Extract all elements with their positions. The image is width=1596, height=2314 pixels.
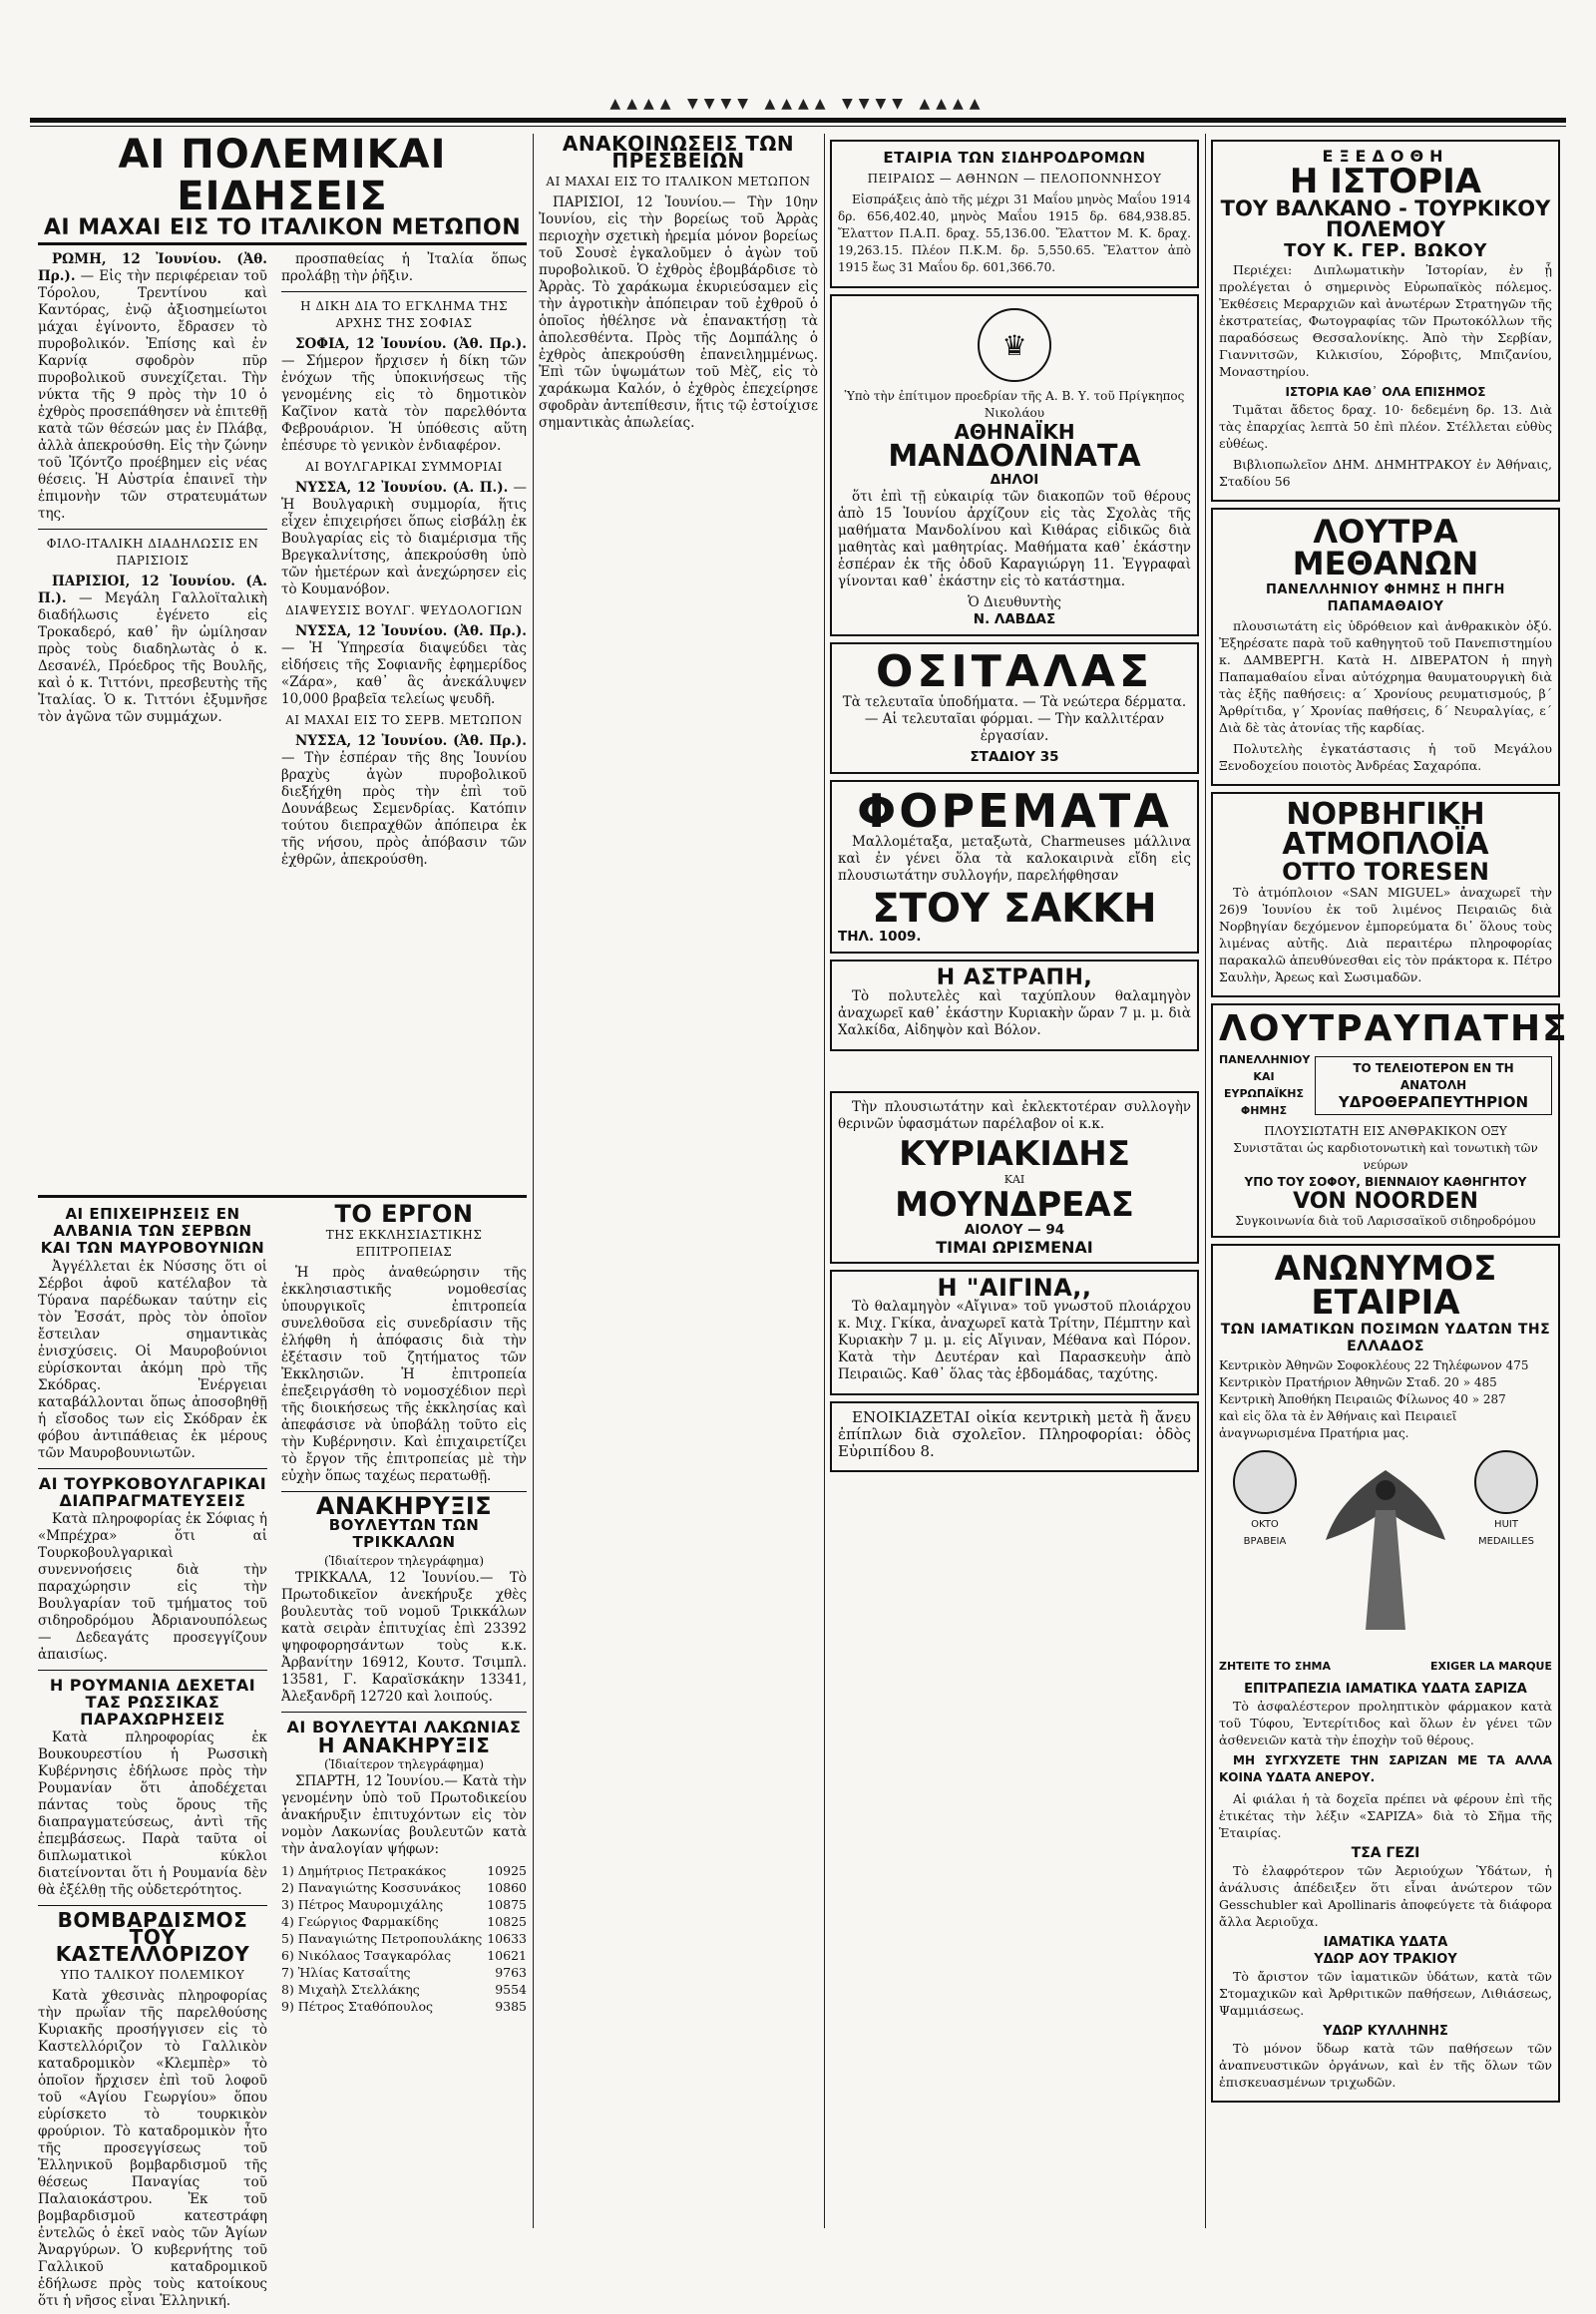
trademark-left: ΖΗΤΕΙΤΕ ΤΟ ΣΗΜΑ [1219, 1660, 1332, 1673]
book-price-heading: ΙΣΤΟΡΙΑ ΚΑΘ᾽ ΟΛΑ ΕΠΙΣΗΜΟΣ [1285, 385, 1486, 399]
ad-dresses [830, 780, 1199, 954]
note-sparta: (Ἰδιαίτερον τηλεγράφημα) [323, 1757, 485, 1771]
result-candidate: 2) Παναγιώτης Κοσσυνάκος [281, 1880, 462, 1895]
mandolin-note: Ὑπὸ τὴν ἐπίτιμον προεδρίαν τῆς Α. Β. Υ. τοῦ Πρίγκηπος Νικολάου [844, 389, 1185, 420]
dresses-title: ΦΟΡΕΜΑΤΑ [857, 784, 1172, 838]
divider [38, 242, 527, 245]
company-addresses [1219, 1357, 1552, 1442]
dateline-paris: ΠΑΡΙΣΙΟΙ, 12 Ἰουνίου. (Α. Π.). [38, 574, 267, 606]
company-address-line: Κεντρικὴ Ἀποθήκη Πειραιῶς Φίλωνος 40 » 287 [1219, 1392, 1506, 1406]
ositaglas-text: Τὰ τελευταῖα ὑποδήματα. — Τὰ νεώτερα δέρματα. — Αἱ τελευταῖαι φόρμαι. — Τὴν καλλιτέραν ἐργασίαν. [842, 694, 1187, 744]
result-row [281, 1981, 527, 1998]
article-paris: — Μεγάλη Γαλλοϊταλικὴ διαδήλωσις ἐγένετο εἰς Τροκαδερό, καθ᾽ ἣν ὡμίλησαν πρὸς τοὺς διαδηλωτὰς ὁ κ. Δεσανέλ, Πρόεδρος τῆς Βουλῆς, καὶ ὁ κ. Τιττόνι, πρεσβευτὴς τῆς Ἰταλίας. Ὁ κ. Τιττόνι ἐξυμνῆσε τὸν ἀγῶνα τῶν συμμάχων. [38, 590, 267, 725]
column-embassies [539, 134, 818, 2238]
result-row [281, 1947, 527, 1964]
kyriakidis-note: Τὴν πλουσιωτάτην καὶ ἐκλεκτοτέραν συλλογὴν θερινῶν ὑφασμάτων παρέλαβον οἱ κ.κ. [838, 1099, 1191, 1132]
result-votes: 9763 [495, 1965, 527, 1980]
result-candidate: 6) Νικόλαος Τσαγκαρόλας [281, 1948, 452, 1963]
column-war-news [38, 132, 527, 2309]
heading-trikala: ΑΝΑΚΗΡΥΞΙΣ [315, 1492, 493, 1520]
divider [38, 1670, 267, 1671]
astrapi-title: Η ΑΣΤΡΑΠΗ, [936, 965, 1093, 990]
article-rome-cont: προσπαθείας ἡ Ἰταλία ὅπως προλάβῃ τὴν ῥῆξιν. [281, 251, 527, 284]
masthead-rule-thin [30, 126, 1566, 127]
divider [38, 1905, 267, 1906]
result-row [281, 1964, 527, 1981]
article-trikala: ΤΡΙΚΚΑΛΑ, 12 Ἰουνίου.— Τὸ Πρωτοδικεῖον ἀνεκήρυξε χθὲς βουλευτὰς τοῦ νομοῦ Τρικκάλων κατὰ σειρὰν ἐπιτυχίας ἐπὶ 23392 ψηφοφορησάντων τοὺς κ.κ. Ἀρβανίτην 16912, Κουτσ. Τσιμπλ. 13581, Γ. Καραϊσκάκην 13341, Ἀλεξανδρῆ 12720 καὶ λοιπούς. [281, 1570, 527, 1705]
subheading-trikala: ΒΟΥΛΕΥΤΩΝ ΤΩΝ ΤΡΙΚΚΑΛΩΝ [328, 1516, 480, 1551]
result-votes: 10633 [487, 1931, 527, 1946]
ad-astrapi [830, 960, 1199, 1051]
article-sofia: — Σήμερον ἤρχισεν ἡ δίκη τῶν ἐνόχων τῆς ὑποκινήσεως τῆς γενομένης εἰς τὸ δημοτικὸν Καζῖνον κατὰ τὸν παρελθόντα Φεβρουάριον. Ἡ ὑπόθεσις αὕτη ἐπέσυρε τὸ γενικὸν ἐνδιαφέρον. [281, 353, 527, 454]
loutraki-text-3: ΥΠΟ ΤΟΥ ΣΟΦΟΥ, ΒΙΕΝΝΑΙΟΥ ΚΑΘΗΓΗΤΟΥ [1244, 1175, 1527, 1189]
ad-mineral-waters [1211, 1244, 1560, 2103]
column-divider [1205, 134, 1206, 2228]
aigina-title: Η "ΑΙΓΙΝΑ,, [937, 1274, 1092, 1302]
medal-icon [1233, 1450, 1297, 1514]
column-ads-middle [830, 134, 1199, 2238]
medal-right [1470, 1450, 1542, 1550]
medal-icon [1474, 1450, 1538, 1514]
subhead-italian-front: ΑΙ ΜΑΧΑΙ ΕΙΣ ΤΟ ΙΤΑΛΙΚΟΝ ΜΕΤΩΠΟΝ [43, 215, 522, 240]
result-votes: 10875 [487, 1897, 527, 1912]
heading-ergon: ΤΟ ΕΡΓΟΝ [334, 1200, 474, 1228]
article-embassies: ΠΑΡΙΣΙΟΙ, 12 Ἰουνίου.— Τὴν 10ην Ἰουνίου, εἰς τὴν βορείως τοῦ Ἀρρὰς περιοχὴν σχετικὴ ἠρεμία μόνον βορείως τοῦ Σουσὲ ἐγκαλοῦμεν ὁ ἀγὼν τοῦ πυροβολικοῦ. Ὁ ἐχθρὸς ἐβομβάρδισε τὸ Ἀρρὰς. Τὸ χαράκωμα ἐκυριεύσαμεν εἰς τὴν ἀγροτικὴν ἀπόπειραν τοῦ ἐχθροῦ ὁ ὁποῖος ἠθέλησε νὰ ἐπανακτήσῃ τὰ ἀπολεσθέντα. Πρὸς τῆς Δομπάλης ὁ ἐχθρὸς ἀπεκρούσθη ἐπανειλημμένως. Ἐπὶ τῶν ὑψωμάτων τοῦ Μὲζ, εἰς τὸ χαράκωμα Καλόν, ὁ ἐχθρὸς ἐπεχείρησε σφοδρὰν ἀντεπίθεσιν, ἥτις τῷ ἐστοίχισε σημαντικὰς ἀπωλείας. [539, 194, 818, 431]
heading-romania: Η ΡΟΥΜΑΝΙΑ ΔΕΧΕΤΑΙ ΤΑΣ ΡΩΣΣΙΚΑΣ ΠΑΡΑΧΩΡΗΣΕΙΣ [49, 1676, 256, 1729]
book-price: Τιμᾶται ἄδετος δραχ. 10· δεδεμένη δρ. 13. Διὰ τὰς ἐπαρχίας λεπτὰ 50 ἐπὶ πλέον. Στέλλεται εὐθὺς εὐθέως. [1219, 402, 1552, 451]
loutraki-right-1: ΤΟ ΤΕΛΕΙΟΤΕΡΟΝ ΕΝ ΤΗ ΑΝΑΤΟΛΗ [1353, 1060, 1514, 1092]
ad-methana-baths [1211, 508, 1560, 786]
result-votes: 10825 [487, 1914, 527, 1929]
medals-row [1229, 1450, 1542, 1650]
heading-albania: ΑΙ ΕΠΙΧΕΙΡΗΣΕΙΣ ΕΝ ΑΛΒΑΝΙΑ ΤΩΝ ΣΕΡΒΩΝ ΚΑΙ ΤΩΝ ΜΑΥΡΟΒΟΥΝΙΩΝ [40, 1205, 265, 1257]
kyriakidis-name-2: ΜΟΥΝΔΡΕΑΣ [895, 1185, 1134, 1225]
ositaglas-title: ΟΣΙΤΑΛΑΣ [875, 646, 1154, 697]
railway-text: Εἰσπράξεις ἀπὸ τῆς μέχρι 31 Μαΐου μηνὸς Μαΐου 1914 δρ. 656,402.40, μηνὸς Μαΐου 1915 δρ. 684,938.85. Ἔλαττον Π.Α.Π. δραχ. 55,136.00. Ἔλαττον Μ. Κ. δραχ. 19,263.15. Πλέον Π.Κ.Μ. δρ. 5,550.65. Ἔλαττον ἀπὸ 1915 ἔως 31 Μαΐου δρ. 601,366.70. [838, 193, 1191, 274]
mandolin-kicker: ΔΗΛΟΙ [990, 472, 1039, 488]
loutraki-title: ΛΟΥΤΡΑΥΠΑΤΗΣ [1219, 1008, 1569, 1049]
thraki-subtitle: ΥΔΩΡ ΑΟΥ ΤΡΑΚΙΟΥ [1314, 1952, 1457, 1967]
book-author: ΤΟΥ Κ. ΓΕΡ. ΒΩΚΟΥ [1284, 240, 1487, 261]
result-candidate: 1) Δημήτριος Πετρακάκος [281, 1863, 447, 1878]
methana-note: Πολυτελὴς ἐγκατάστασις ἡ τοῦ Μεγάλου Ξενοδοχείου ποιοτὸς Ἀνδρέας Σαχαρόπα. [1219, 741, 1552, 773]
mandolin-title-2: ΜΑΝΔΟΛΙΝΑΤΑ [888, 439, 1141, 474]
dresses-shop: ΣΤΟΥ ΣΑΚΚΗ [872, 886, 1157, 932]
company-address-line: Κεντρικὸν Πρατήριον Ἀθηνῶν Σταδ. 20 » 485 [1219, 1375, 1497, 1389]
result-votes: 9385 [495, 1999, 527, 2014]
heading-sparta: ΑΙ ΒΟΥΛΕΥΤΑΙ ΛΑΚΩΝΙΑΣ [286, 1718, 522, 1736]
methana-title: ΛΟΥΤΡΑ ΜΕΘΑΝΩΝ [1292, 513, 1479, 582]
result-candidate: 7) Ἠλίας Κατσαΐτης [281, 1965, 411, 1980]
norway-title: ΝΟΡΒΗΓΙΚΗ ΑΤΜΟΠΛΟΪΑ [1282, 797, 1489, 862]
loutraki-header-row [1219, 1051, 1552, 1119]
result-row [281, 1930, 527, 1947]
dateline-sofia: ΣΟΦΙΑ, 12 Ἰουνίου. (Ἀθ. Πρ.). [295, 336, 527, 352]
mandolin-signature-name: Ν. ΛΑΒΔΑΣ [973, 611, 1056, 627]
heading-paris-demo: ΦΙΛΟ-ΙΤΑΛΙΚΗ ΔΙΑΔΗΛΩΣΙΣ ΕΝ ΠΑΡΙΣΙΟΙΣ [46, 537, 259, 568]
trademark-right: EXIGER LA MARQUE [1429, 1660, 1552, 1673]
heading-embassies: ΑΝΑΚΟΙΝΩΣΕΙΣ ΤΩΝ ΠΡΕΣΒΕΙΩΝ [562, 132, 795, 173]
kyriakidis-prices: ΤΙΜΑΙ ΩΡΙΣΜΕΝΑΙ [936, 1238, 1093, 1257]
dateline-rome: ΡΩΜΗ, 12 Ἰουνίου. (Ἀθ. Πρ.). [38, 251, 267, 284]
kyllini-title: ΥΔΩΡ ΚΥΛΛΗΝΗΣ [1323, 2024, 1448, 2039]
book-text: Περιέχει: Διπλωματικὴν Ἱστορίαν, ἐν ᾗ προλέγεται ὁ σημερινὸς Εὐρωπαϊκὸς πόλεμος. Ἐκθέσεις Μεραρχιῶν καὶ ἀνωτέρων Στρατηγῶν τῆς ἐκστρατείας, Φωτογραφίας τῶν Πρωτοκόλλων τῆς παραδόσεως Θεσσαλονίκης. Ἀπὸ τὴν Σερβίαν, Γιαννιτσῶν, Κιλκισίου, Σόροβιτς, Μπιζανίου, Μοναστηρίου. [1219, 262, 1552, 379]
subheading-bombardment: ΥΠΟ ΤΑΛΙΚΟΥ ΠΟΛΕΜΙΚΟΥ [60, 1968, 245, 1982]
astrapi-text: Τὸ πολυτελὲς καὶ ταχύπλουν θαλαμηγὸν ἀναχωρεῖ καθ᾽ ἑκάστην Κυριακὴν ὥραν 7 μ. μ. διὰ Χαλκίδα, Αἰδηψὸν καὶ Βόλον. [838, 988, 1191, 1038]
ad-aigina [830, 1270, 1199, 1395]
railway-heading: ΕΤΑΙΡΙΑ ΤΩΝ ΣΙΔΗΡΟΔΡΟΜΩΝ [883, 149, 1146, 167]
heading-serbian-front: ΑΙ ΜΑΧΑΙ ΕΙΣ ΤΟ ΣΕΡΒ. ΜΕΤΩΠΟΝ [285, 713, 523, 727]
sariza-title: ΕΠΙΤΡΑΠΕΖΙΑ ΙΑΜΑΤΙΚΑ ΥΔΑΤΑ ΣΑΡΙΖΑ [1244, 1682, 1527, 1697]
kyriakidis-address: ΑΙΟΛΟΥ — 94 [964, 1222, 1065, 1238]
company-title: ΑΝΩΝΥΜΟΣ ΕΤΑΙΡΙΑ [1274, 1249, 1497, 1323]
sariza-text: Τὸ ἀσφαλέστερον προληπτικὸν φάρμακον κατὰ τοῦ Τύφου, Ἐντερίτιδος καὶ ὅλων ἐν γένει τῶν ἀσθενειῶν κατὰ τὴν ἐποχὴν τοῦ θέρους. [1219, 1699, 1552, 1747]
war-news-subcolumns [38, 251, 527, 1189]
lower-subcolumns [38, 1200, 527, 2309]
divider [38, 1195, 527, 1198]
divider [281, 1712, 527, 1713]
column-divider [824, 134, 825, 2228]
heading-sofia-trial: Η ΔΙΚΗ ΔΙΑ ΤΟ ΕΓΚΛΗΜΑ ΤΗΣ ΑΡΧΗΣ ΤΗΣ ΣΟΦΙΑΣ [300, 299, 508, 330]
subheading-sparta: Η ΑΝΑΚΗΡΥΞΙΣ [317, 1734, 491, 1757]
ositaglas-address: ΣΤΑΔΙΟΥ 35 [970, 749, 1059, 765]
norway-subtitle: OTTO TORESEN [1282, 858, 1489, 886]
company-address-line: καὶ εἰς ὅλα τὰ ἐν Ἀθήναις καὶ Πειραιεῖ ἀναγνωρισμένα Πρατήρια μας. [1219, 1409, 1457, 1440]
heading-turkbul: ΑΙ ΤΟΥΡΚΟΒΟΥΛΓΑΡΙΚΑΙ ΔΙΑΠΡΑΓΜΑΤΕΥΣΕΙΣ [38, 1474, 267, 1510]
book-seller: Βιβλιοπωλεῖον ΔΗΜ. ΔΗΜΗΤΡΑΚΟΥ ἐν Ἀθήναις, Σταδίου 56 [1219, 457, 1552, 489]
ad-mandolin [830, 294, 1199, 636]
subcolumn-left [38, 251, 267, 730]
ad-railway [830, 140, 1199, 288]
thraki-title: ΙΑΜΑΤΙΚΑ ΥΔΑΤΑ [1323, 1935, 1448, 1950]
result-candidate: 9) Πέτρος Σταθόπουλος [281, 1999, 433, 2014]
kyriakidis-name-1: ΚΥΡΙΑΚΙΔΗΣ [899, 1134, 1130, 1174]
result-candidate: 4) Γεώργιος Φαρμακίδης [281, 1914, 439, 1929]
methana-text: πλουσιωτάτη εἰς ὑδρόθειον καὶ ἀνθρακικὸν ὀξύ. Ἐξηρέσατε παρὰ τοῦ καθηγητοῦ τοῦ Πανεπιστημίου κ. ΔΑΜΒΕΡΓΗ. Κατὰ Η. ΔΙΒΕΡΑΤΟΝ ἡ πηγὴ Παπαμαθαίου εἶναι αὐτόχρημα θαυματουργικὴ διὰ τὰς ἑξῆς παθήσεις: α΄ Χρονίους ρευματισμούς, β΄ Ἀρθρίτιδα, γ΄ Χρονίας παθήσεις, δ΄ Νευραλγίας, ε΄ Διὰ δὲ τὰς ἀτονίας τῆς καρδίας. [1219, 618, 1552, 735]
company-subtitle: ΤΩΝ ΙΑΜΑΤΙΚΩΝ ΠΟΣΙΜΩΝ ΥΔΑΤΩΝ ΤΗΣ ΕΛΛΑΔΟΣ [1220, 1322, 1551, 1354]
column-divider [533, 134, 534, 2228]
crown-seal-icon: ♛ [978, 308, 1051, 382]
result-row [281, 1862, 527, 1879]
result-row [281, 1913, 527, 1930]
ad-loutraki [1211, 1003, 1569, 1238]
railway-subheading: ΠΕΙΡΑΙΩΣ — ΑΘΗΝΩΝ — ΠΕΛΟΠΟΝΝΗΣΟΥ [867, 172, 1162, 186]
article-nyssa: — Ἡ Βουλγαρικὴ συμμορία, ἥτις εἶχεν ἐπιχειρήσει ὅπως εἰσβάλῃ ἐκ Βουλγαρίας εἰς τὸ διαμέρισμα τῆς Βρεγκαλνίτσης, ἀπεκρούσθη ὑπὸ τῶν ἡμετέρων καὶ ἀνεχώρησεν εἰς τὸ Κουμανόβον. [281, 480, 527, 597]
result-votes: 10925 [487, 1863, 527, 1878]
loutraki-text-4: Συγκοινωνία διὰ τοῦ Λαρισσαϊκοῦ σιδηροδρόμου [1235, 1214, 1536, 1228]
medal-left-label: OKTO ΒΡΑΒΕΙΑ [1243, 1519, 1287, 1547]
subheading-ergon: ΤΗΣ ΕΚΚΛΗΣΙΑΣΤΙΚΗΣ ΕΠΙΤΡΟΠΕΙΑΣ [325, 1228, 483, 1259]
gezi-title: ΤΣΑ ΓΕΖΙ [1351, 1845, 1420, 1861]
note-trikala: (Ἰδιαίτερον τηλεγράφημα) [323, 1554, 485, 1568]
article-nyssa-3: — Τὴν ἑσπέραν τῆς 8ης Ἰουνίου βραχὺς ἀγὼν πυροβολικοῦ διεξήχθη πρὸς τὴν ἐπὶ τοῦ Δουνάβεως Σεμενδρίας. Κατόπιν τούτου διεπραχθῶν ἀπόπειρα ἐκ τῆς νήσου, πρὸς ἀπόβασιν τῶν ἐχθρῶν, ἀπεκρούσθη. [281, 750, 527, 868]
article-nyssa-2: — Ἡ Ὑπηρεσία διαψεύδει τὰς εἰδήσεις τῆς Σοφιανῆς ἐφημερίδος «Ζάρα», καθ᾽ ἃς ἀνεκάλυψεν 10,000 βραβεῖα τελείως ψευδῆ. [281, 640, 527, 707]
ad-history-book [1211, 140, 1560, 502]
book-title-1: Η ΙΣΤΟΡΙΑ [1289, 162, 1482, 201]
norway-text: Τὸ ἀτμόπλοιον «SAN MIGUEL» ἀναχωρεῖ τὴν 26)9 Ἰουνίου ἐκ τοῦ λιμένος Πειραιῶς διὰ Νορβηγίαν δεχόμενον ἐμπορεύματα δι᾽ ὅλους τοὺς λιμένας αὐτῆς. Διὰ περαιτέρω πληροφορίας παρακαλῶ ἀπευθύνεσθαι εἰς τὸν πράκτορα κ. Πέτρο Σαυλὴν, Ἀρεως καὶ Σωσιμαδῶν. [1219, 885, 1552, 984]
ad-kyriakidis [830, 1091, 1199, 1264]
gezi-text: Τὸ ἐλαφρότερον τῶν Ἀεριούχων Ὑδάτων, ἡ ἀνάλυσις ἀπέδειξεν ὅτι εἶναι ἀνώτερον τῶν Gesschubler καὶ Apollinaris ἀποφεύγετε τὰ διάφορα ἄλλα Ἀεριοῦχα. [1219, 1863, 1552, 1929]
book-kicker: ΕΞΕΔΟΘΗ [1322, 147, 1449, 166]
divider [38, 1468, 267, 1469]
heading-bulgarian-bands: ΑΙ ΒΟΥΛΓΑΡΙΚΑΙ ΣΥΜΜΟΡΙΑΙ [305, 460, 503, 474]
trademark-row [1219, 1658, 1552, 1675]
rent-text: ΕΝΟΙΚΙΑΖΕΤΑΙ οἰκία κεντρικὴ μετὰ ἢ ἄνευ ἐπίπλων διὰ σχολεῖον. Πληροφορίαι: ὁδὸς Εὐριπίδου 8. [838, 1408, 1191, 1460]
article-turkbul: Κατὰ πληροφορίας ἐκ Σόφιας ἡ «Μπρέχρα» ὅτι αἱ Τουρκοβουλγαρικαὶ συνεννοήσεις διὰ τὴν παραχώρησιν εἰς τὴν Βουλγαρίαν τοῦ τμήματος τοῦ σιδηροδρόμου Ἀδριανουπόλεως — Δεδεαγάτς προσεγγίζουν ἀπαισίως. [38, 1511, 267, 1663]
dateline-nyssa-3: ΝΥΣΣΑ, 12 Ἰουνίου. (Ἀθ. Πρ.). [295, 733, 527, 749]
dateline-nyssa: ΝΥΣΣΑ, 12 Ἰουνίου. (Α. Π.). [295, 480, 509, 496]
dresses-text: Μαλλομέταξα, μεταξωτὰ, Charmeuses μάλλινα καὶ ἐν γένει ὅλα τὰ καλοκαιρινὰ εἴδη εἰς πλουσιωτάτην συλλογήν, παρελήφθησαν [838, 834, 1191, 884]
sariza-text-2: Αἱ φιάλαι ἡ τὰ δοχεῖα πρέπει νὰ φέρουν ἐπὶ τῆς ἐτικέτας τὴν λέξιν «ΣΑΡΙΖΑ» διὰ τὸ Σῆμα τῆς Ἑταιρίας. [1219, 1791, 1552, 1840]
loutraki-right-2: ΥΔΡΟΘΕΡΑΠΕΥΤΗΡΙΟΝ [1338, 1092, 1529, 1111]
article-bombardment: Κατὰ χθεσινὰς πληροφορίας τὴν πρωΐαν τῆς παρελθούσης Κυριακῆς προσήγγισεν εἰς τὸ Καστελλόριζον τὸ Γαλλικὸν καταδρομικὸν «Κλεμπὲρ» τὸ ὁποῖον ἤρχισεν ἐπὶ τοῦ λοφοῦ τοῦ «Αγίου Γεωργίου» ὅπου εὑρίσκετο τὸ τουρκικὸν φρούριον. Τὸ καταδρομικὸν ἦτο τῆς προσεγγίσεως τοῦ Ἑλληνικοῦ βομβαρδισμοῦ τῆς θέσεως Παναγίας τοῦ Παλαιοκάστρου. Ἐκ τοῦ βομβαρδισμοῦ κατεστράφη ἐντελῶς ὁ ἐκεῖ ναὸς τῶν Ἁγίων Ἀναργύρων. Ὁ κυβερνήτης τοῦ Γαλλικοῦ καταδρομικοῦ ἐδήλωσε πρὸς τοὺς κατοίκους ὅτι ἡ νῆσος εἶναι Ἑλληνική. [38, 1988, 267, 2309]
result-row [281, 1896, 527, 1913]
subcolumn-right [281, 251, 527, 873]
article-rome: — Εἰς τὴν περιφέρειαν τοῦ Τόρολου, Τρεντίνου καὶ Καντόρας, ἐνῷ ἀξιοσημείωτοι μάχαι ἐγίνοντο, ἔδρασεν τὸ πυροβολικόν. Ἐπίσης καὶ ἐν Καρνίᾳ σφοδρὸν πῦρ πυροβολικοῦ συνεχίζεται. Τὴν νύκτα τῆς 9 πρὸς τὴν 10 ὁ ἐχθρὸς προσεπάθησεν νὰ ἐπιτεθῇ κατὰ τῶν θέσεών μας ἐν Πλάβᾳ, ἀλλὰ ἀπεκρούσθη. Εἰς τὴν ζώνην τοῦ Ἰζόντζο προέβημεν εἰς νέας θέσεις. Ἡ Αὐστρία ἐπαινεῖ τὴν ἐπιμονὴν τῶν στρατευμάτων της. [38, 268, 267, 522]
election-results-list [281, 1862, 527, 2015]
column-ads-right [1211, 134, 1569, 2238]
article-ergon: Ἡ πρὸς ἀναθεώρησιν τῆς ἐκκλησιαστικῆς νομοθεσίας ὑπουργικοῖς ἐπιτροπεία συνελθοῦσα εἰς συνεδρίασιν τῆς ἐλήφθη ἡ ἀπόφασις διὰ τὴν ἐξέτασιν τοῦ ζητήματος τῶν Ἐκκλησιῶν. Ἡ ἐπιτροπεία ἐπεξειργάσθη τὸ νομοσχέδιον περὶ τῆς διοικήσεως τῆς ἐκκλησίας καὶ ἀπεφάσισε νὰ ὑποβάλῃ τοῦτο εἰς τὴν Κυβέρνησιν. Καὶ ἐπιχαιρετίζει τὸ ἔργον τῆς ἐπιτροπείας μὲ τὴν εὐχὴν ὅπως ταχέως περατωθῇ. [281, 1265, 527, 1484]
article-romania: Κατὰ πληροφορίας ἐκ Βουκουρεστίου ἡ Ρωσσικὴ Κυβέρνησις ἐδήλωσε πρὸς τὴν Ρουμανίαν ὅτι ἀποδέχεται πάντας τοὺς ὅρους τῆς διαπραγματεύσεως, ἀντὶ τῆς ἐπεμβάσεως. Παρὰ ταῦτα οἱ διπλωματικοὶ κύκλοι διατείνονται ὅτι ἡ Ρουμανία δὲν θὰ ἐξέλθῃ τῆς οὐδετερότητος. [38, 1730, 267, 1898]
heading-denial: ΔΙΑΨΕΥΣΙΣ ΒΟΥΛΓ. ΨΕΥΔΟΛΟΓΙΩΝ [285, 603, 523, 617]
loutraki-text-1: ΠΛΟΥΣΙΩΤΑΤΗ ΕΙΣ ΑΝΘΡΑΚΙΚΟΝ ΟΞΥ [1264, 1124, 1507, 1138]
article-sparta: ΣΠΑΡΤΗ, 12 Ἰουνίου.— Κατὰ τὴν γενομένην ὑπὸ τοῦ Πρωτοδικείου ἀνακήρυξιν ἐπιτυχόντων εἰς τὸν νομὸν Λακωνίας βουλευτῶν κατὰ τὴν ἀναλογίαν ψήφων: [281, 1773, 527, 1857]
divider [38, 529, 267, 530]
loutraki-right-box [1315, 1056, 1552, 1115]
medal-left [1229, 1450, 1301, 1550]
dateline-nyssa-2: ΝΥΣΣΑ, 12 Ἰουνίου. (Ἀθ. Πρ.). [295, 623, 527, 639]
divider [281, 291, 527, 292]
heading-bombardment: ΒΟΜΒΑΡΔΙΣΜΟΣ ΤΟΥ ΚΑΣΤΕΛΛΟΡΙΖΟΥ [55, 1908, 250, 1966]
mandolin-signature-title: Ὁ Διευθυντὴς [968, 594, 1061, 610]
loutraki-left: ΠΑΝΕΛΛΗΝΙΟΥ ΚΑΙ ΕΥΡΩΠΑΪΚΗΣ ΦΗΜΗΣ [1219, 1053, 1311, 1117]
masthead-ornament: ▲▲▲▲ ▼▼▼▼ ▲▲▲▲ ▼▼▼▼ ▲▲▲▲ [609, 96, 987, 112]
result-votes: 10621 [487, 1948, 527, 1963]
ad-norwegian-line [1211, 792, 1560, 997]
ad-rent [830, 1401, 1199, 1472]
subheading-embassies: ΑΙ ΜΑΧΑΙ ΕΙΣ ΤΟ ΙΤΑΛΙΚΟΝ ΜΕΤΩΠΟΝ [546, 175, 811, 189]
article-albania: Ἀγγέλλεται ἐκ Νύσσης ὅτι οἱ Σέρβοι ἀφοῦ κατέλαβον τὰ Τύρανα παρέδωκαν ταύτην εἰς τὸν Ἐσσάτ, πρὸς τὸν ὁποῖον ἔστειλαν σημαντικὰς ἐνισχύσεις. Οἱ Μαυροβούνιοι εὑρίσκονται ἀκόμη πρὸ τῆς Σκόδρας. Ἐνέργειαι καταβάλλονται ὅπως ἀποσοβηθῇ ἡ εἴσοδος των εἰς Σκόδραν ἐκ φόβου ἀντιπάθειας ἐκ μέρους τῶν Μαυροβουνιωτῶν. [38, 1259, 267, 1461]
masthead-rule [30, 118, 1566, 123]
company-address-line: Κεντρικὸν Ἀθηνῶν Σοφοκλέους 22 Τηλέφωνον 475 [1219, 1358, 1529, 1372]
result-row [281, 1998, 527, 2015]
subcolumn-left-lower [38, 1204, 267, 2314]
result-votes: 10860 [487, 1880, 527, 1895]
sariza-warning: ΜΗ ΣΥΓΧΥΖΕΤΕ ΤΗΝ ΣΑΡΙΖΑΝ ΜΕ ΤΑ ΑΛΛΑ ΚΟΙΝΑ ΥΔΑΤΑ ΑΝΕΡΟΥ. [1219, 1753, 1552, 1784]
winged-victory-icon [1316, 1450, 1455, 1650]
result-candidate: 8) Μιχαὴλ Στελλάκης [281, 1982, 420, 1997]
kyllini-text: Τὸ μόνον ὕδωρ κατὰ τῶν παθήσεων τῶν ἀναπνευστικῶν ὀργάνων, καὶ ἐν τῆς ὅλων τῶν ἐπισκευασμένων τριχωδῶν. [1219, 2041, 1552, 2090]
headline-war-news: ΑΙ ΠΟΛΕΜΙΚΑΙ ΕΙΔΗΣΕΙΣ [118, 132, 447, 219]
dresses-phone: ΤΗΛ. 1009. [838, 929, 922, 945]
result-candidate: 5) Παναγιώτης Πετροπουλάκης [281, 1931, 483, 1946]
medal-right-label: HUIT MEDAILLES [1477, 1519, 1535, 1547]
result-row [281, 1879, 527, 1896]
loutraki-professor: VON NOORDEN [1293, 1189, 1478, 1214]
loutraki-text-2: Συνιστᾶται ὡς καρδιοτονωτικὴ καὶ τονωτικὴ τῶν νεύρων [1233, 1141, 1538, 1172]
result-votes: 9554 [495, 1982, 527, 1997]
kyriakidis-and: ΚΑΙ [1003, 1173, 1025, 1186]
aigina-text: Τὸ θαλαμηγὸν «Αἴγινα» τοῦ γνωστοῦ πλοιάρχου κ. Μιχ. Γκίκα, ἀναχωρεῖ κατὰ Τρίτην, Πέμπτην καὶ Κυριακὴν 7 μ. μ. εἰς Αἴγιναν, Μέθανα καὶ Πόρον. Κατὰ τὴν Δευτέραν καὶ Παρασκευὴν ἀπὸ Πειραιῶς. Καθ᾽ ὅλας τὰς ἑβδομάδας, ταχύτης. [838, 1299, 1191, 1382]
methana-subtitle: ΠΑΝΕΛΛΗΝΙΟΥ ΦΗΜΗΣ Η ΠΗΓΗ ΠΑΠΑΜΑΘΑΙΟΥ [1266, 582, 1505, 614]
thraki-text: Τὸ ἄριστον τῶν ἰαματικῶν ὑδάτων, κατὰ τῶν Στομαχικῶν καὶ Ἀρθριτικῶν παθήσεων, Λιθιάσεως, Ψαμμιάσεως. [1219, 1969, 1552, 2018]
ad-ositaglas [830, 642, 1199, 774]
mandolin-title-1: ΑΘΗΝΑΪΚΗ [954, 420, 1075, 444]
book-title-2: ΤΟΥ ΒΑΛΚΑΝΟ - ΤΟΥΡΚΙΚΟΥ ΠΟΛΕΜΟΥ [1220, 196, 1551, 241]
result-candidate: 3) Πέτρος Μαυρομιχάλης [281, 1897, 444, 1912]
subcolumn-right-lower [281, 1200, 527, 2015]
mandolin-text: ὅτι ἐπὶ τῇ εὐκαιρίᾳ τῶν διακοπῶν τοῦ θέρους ἀπὸ 15 Ἰουνίου ἀρχίζουν εἰς τὰς Σχολὰς τῆς μαθήματα Μανδολίνου καὶ Κιθάρας εἰδικῶς διὰ μαθητὰς καὶ μαθητρίας. Μαθήματα καθ᾽ ἑκάστην ἑσπέραν ἐκ τῆς ὁδοῦ Καραγιώργη 11. Ἐγγραφαὶ γίνονται καθ᾽ ἑκάστην εἰς τὸ κατάστημα. [838, 489, 1191, 589]
